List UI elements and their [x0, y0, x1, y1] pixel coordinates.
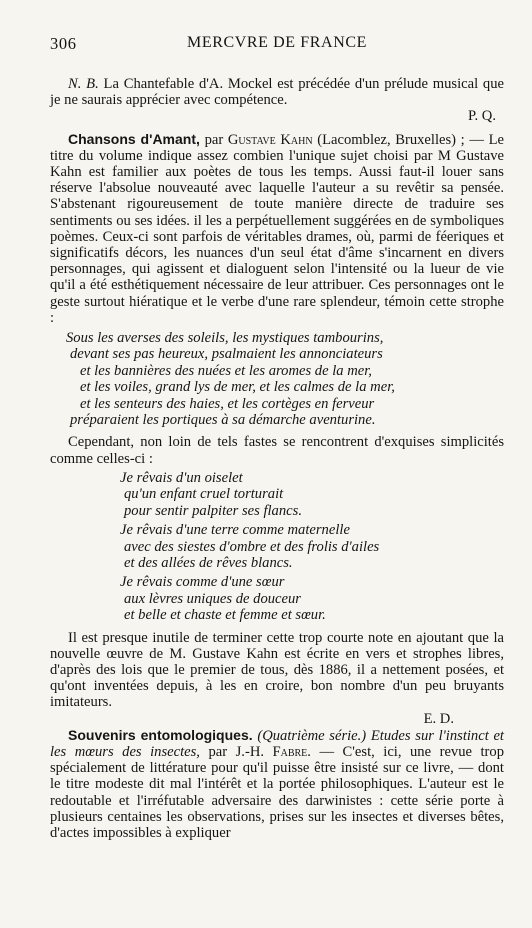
article-body: [50, 76, 504, 841]
poem-line: pour sentir palpiter ses flancs.: [124, 502, 302, 519]
poem-line: Je rêvais comme d'une sœur: [120, 574, 285, 591]
review2-text: — C'est, ici, une revue trop spécialement de littérature pour qu'il puisse être insisté sur ce livre, — dont le titre modeste dit mal l'intérêt et la portée philosophiques. L'auteur est le redoutable et l'irréfutable adversaire des darwinistes : cette série porte à plusieurs centaines les observations, prises sur les insectes et diverses bêtes, d'actes impossibles à expliquer: [50, 743, 504, 841]
review1-paragraph2: Cependant, non loin de tels fastes se rencontrent d'exquises simplicités comme celles-ci :: [50, 434, 504, 467]
poem-stanza: [120, 470, 504, 519]
poem-line: Je rêvais d'une terre comme maternelle: [120, 522, 350, 539]
review1-text: (Lacomblez, Bruxelles) ; — Le titre du volume indique assez combien l'unique sujet choisi par M Gustave Kahn est familier aux poètes de tous les temps. Aussi faut-il louer sans réserve l'absolue nouveauté avec laquelle l'auteur a su revêtir sa pensée. S'abstenant rigoureusement de toute manière directe de traduire ses sentiments ou ses idées. il les a perpétuellement suggérées en de symboliques poèmes. Ceux-ci sont parfois de véritables drames, où, parmi de féeriques et significatifs décors, les nuances d'un seul état d'âme s'incarnent en divers personnages, qui agissent et dialoguent selon l'intensité ou la lueur de vie qu'il a été esthétiquement nécessaire de leur attribuer. Ces personnages ont le geste surtout hiératique et le verbe d'une rare splendeur, témoin cette strophe :: [50, 131, 505, 326]
review1-paragraph1: [50, 131, 504, 326]
journal-title: MERCVRE DE FRANCE: [187, 34, 367, 51]
review2-by: par: [208, 743, 228, 760]
review2-paragraph: [50, 727, 504, 841]
poem-line: Je rêvais d'un oiselet: [120, 469, 243, 486]
review2-author: J.-H. Fabre.: [235, 743, 311, 760]
poem-quote: [120, 470, 504, 624]
review1-title: Chansons d'Amant,: [68, 130, 200, 147]
strophe-line: et les bannières des nuées et les aromes de la mer,: [80, 362, 372, 379]
poem-stanza: [120, 522, 504, 571]
note-label: N. B.: [68, 76, 99, 92]
review1-initials: E. D.: [423, 710, 454, 727]
strophe-quote: [66, 330, 504, 428]
strophe-line: et les voiles, grand lys de mer, et les calmes de la mer,: [80, 379, 395, 396]
poem-stanza: [120, 574, 504, 623]
strophe-line: préparaient les portiques à sa démarche aventurine.: [70, 412, 376, 429]
review2-series: (Quatrième série.) Etudes sur l'instinct et les mœurs des insectes,: [50, 727, 504, 760]
note-signature: P. Q.: [468, 108, 496, 125]
poem-line: et belle et chaste et femme et sœur.: [124, 607, 326, 624]
review1-author: Gustave Kahn: [227, 131, 313, 148]
note-paragraph: [50, 76, 504, 108]
running-head: [50, 34, 504, 56]
strophe-line: et les senteurs des haies, et les cortèges en ferveur: [80, 395, 375, 412]
poem-line: et des allées de rêves blancs.: [124, 554, 293, 571]
review2-title: Souvenirs entomologiques.: [68, 726, 253, 743]
review1-by: par: [204, 131, 224, 148]
strophe-line: Sous les averses des soleils, les mystiques tambourins,: [66, 330, 384, 347]
note-text: La Chantefable d'A. Mockel est précédée d'un prélude musical que je ne saurais apprécier avec compétence.: [50, 76, 504, 109]
review1-paragraph3: Il est presque inutile de terminer cette trop courte note en ajoutant que la nouvelle œuvre de M. Gustave Kahn est écrite en vers et strophes libres, d'après des lois que le premier de tous, dès 1886, il a nettement posées, et qu'ont inventées depuis, à les en croire, bon nombre d'un peu bruyants imitateurs.: [50, 629, 504, 711]
poem-line: aux lèvres uniques de douceur: [124, 590, 301, 607]
poem-line: avec des siestes d'ombre et des frolis d'ailes: [124, 538, 380, 555]
strophe-line: devant ses pas heureux, psalmaient les annonciateurs: [70, 346, 383, 363]
poem-line: qu'un enfant cruel torturait: [124, 486, 284, 503]
page-number: 306: [50, 34, 77, 53]
